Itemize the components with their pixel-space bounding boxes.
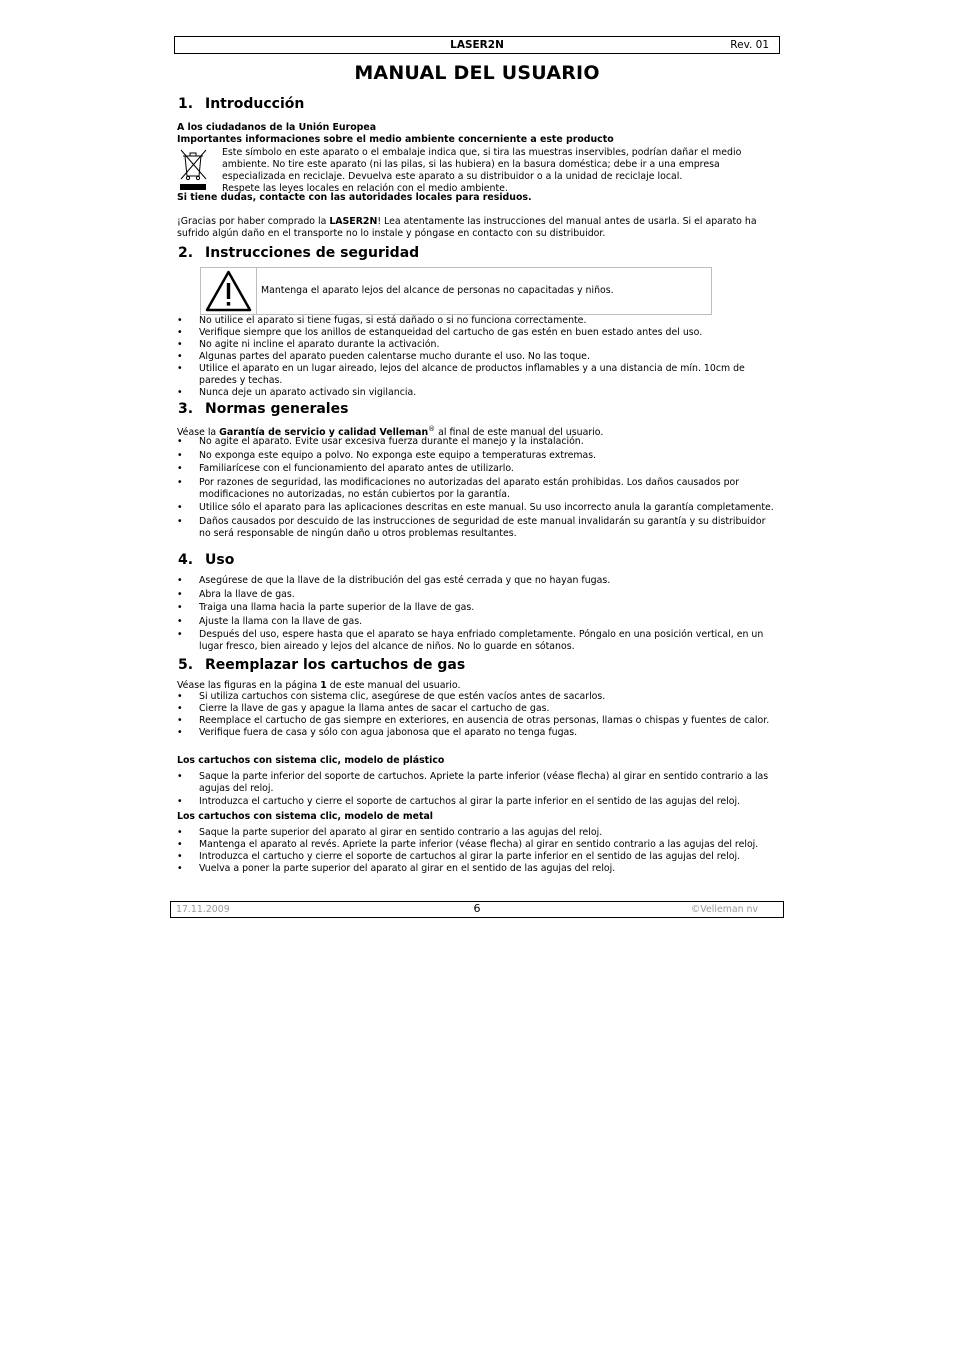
page-number: 6 (473, 902, 481, 915)
list-item: • Reemplace el cartucho de gas siempre en exteriores, en ausencia de otras personas, llamas o chispas y fuentes de calor. (177, 715, 777, 727)
list-item: • Utilice el aparato en un lugar aireado, lejos del alcance de productos inflamables y a una distancia de mín. 10cm de paredes y techas. (177, 363, 777, 387)
general-rules-list (177, 436, 777, 542)
doubts-line: Si tiene dudas, contacte con las autoridades locales para residuos. (177, 192, 532, 203)
weee-bin-icon (178, 147, 208, 191)
section-5-heading: 5. Reemplazar los cartuchos de gas (178, 657, 466, 673)
list-item: • Saque la parte superior del aparato al girar en sentido contrario a las agujas del reloj. (177, 827, 777, 839)
list-item: • Saque la parte inferior del soporte de cartuchos. Apriete la parte inferior (véase flecha) al girar en sentido contrario a las agujas del reloj. (177, 771, 777, 795)
weee-text: Este símbolo en este aparato o el embalaje indica que, si tira las muestras inservibles, podrían dañar el medio ambiente. No tire este aparato (ni las pilas, si las hubiera) en la basura doméstica; debe ir a una empresa especializada en reciclaje. Devuelva este aparato a su distribuidor o a la unidad de reciclaje local. Respete las leyes locales en relación con el medio ambiente. (222, 147, 742, 194)
list-item: • Asegúrese de que la llave de la distribución del gas esté cerrada y que no hayan fugas. (177, 575, 777, 587)
replace-list (177, 691, 777, 739)
section-2-heading: 2. Instrucciones de seguridad (178, 245, 420, 261)
list-item: • No utilice el aparato si tiene fugas, si está dañado o si no funciona correctamente. (177, 315, 777, 327)
page-footer (170, 901, 784, 918)
section-4-heading: 4. Uso (178, 552, 235, 568)
list-item: • Familiarícese con el funcionamiento del aparato antes de utilizarlo. (177, 463, 777, 475)
list-item: • Traiga una llama hacia la parte superior de la llave de gas. (177, 602, 777, 614)
list-item: • Vuelva a poner la parte superior del aparato al girar en el sentido de las agujas del reloj. (177, 863, 777, 875)
warning-text: Mantenga el aparato lejos del alcance de personas no capacitadas y niños. (261, 285, 614, 296)
plastic-list (177, 771, 777, 808)
list-item: • Si utiliza cartuchos con sistema clic, asegúrese de que estén vacíos antes de sacarlos. (177, 691, 777, 703)
list-item: • Cierre la llave de gas y apague la llama antes de sacar el cartucho de gas. (177, 703, 777, 715)
usage-list (177, 575, 777, 655)
list-item: • Algunas partes del aparato pueden calentarse mucho durante el uso. No las toque. (177, 351, 777, 363)
page-title: MANUAL DEL USUARIO (354, 62, 600, 84)
list-item: • Introduzca el cartucho y cierre el soporte de cartuchos al girar la parte inferior en el sentido de las agujas del reloj. (177, 851, 777, 863)
list-item: • Introduzca el cartucho y cierre el soporte de cartuchos al girar la parte inferior en el sentido de las agujas del reloj. (177, 796, 777, 808)
thanks-paragraph: ¡Gracias por haber comprado la LASER2N! Lea atentamente las instrucciones del manual antes de usarla. Si el aparato ha sufrido algún daño en el transporte no lo instale y póngase en contacto con su distribuidor. (177, 216, 757, 239)
list-item: • Ajuste la llama con la llave de gas. (177, 616, 777, 628)
list-item: • Después del uso, espere hasta que el aparato se haya enfriado completamente. Póngalo en una posición vertical, en un lugar fresco, bien aireado y lejos del alcance de niños. No lo guarde en sótanos. (177, 629, 777, 653)
eu-citizens-line: A los ciudadanos de la Unión Europea (177, 122, 377, 133)
list-item: • No agite el aparato. Evite usar excesiva fuerza durante el manejo y la instalación. (177, 436, 777, 448)
list-item: • Utilice sólo el aparato para las aplicaciones descritas en este manual. Su uso incorrecto anula la garantía completamente. (177, 502, 777, 514)
list-item: • Por razones de seguridad, las modificaciones no autorizadas del aparato están prohibidas. Los daños causados por modificaciones no autorizadas, no están cubiertos por la garantía. (177, 477, 777, 501)
list-item: • Verifique fuera de casa y sólo con agua jabonosa que el aparato no tenga fugas. (177, 727, 777, 739)
warning-box (200, 267, 712, 315)
warning-triangle-icon (201, 268, 256, 314)
list-item: • No agite ni incline el aparato durante la activación. (177, 339, 777, 351)
list-item: • No exponga este equipo a polvo. No exponga este equipo a temperaturas extremas. (177, 450, 777, 462)
warranty-intro: Véase la Garantía de servicio y calidad Velleman® al final de este manual del usuario. (177, 425, 604, 439)
plastic-subheading: Los cartuchos con sistema clic, modelo de plástico (177, 755, 445, 766)
list-item: • Nunca deje un aparato activado sin vigilancia. (177, 387, 777, 399)
safety-list (177, 315, 777, 399)
list-item: • Mantenga el aparato al revés. Apriete la parte inferior (véase flecha) al girar en sentido contrario a las agujas del reloj. (177, 839, 777, 851)
list-item: • Daños causados por descuido de las instrucciones de seguridad de este manual invalidarán su garantía y su distribuidor no será responsable de ningún daño u otros problemas resultantes. (177, 516, 777, 540)
footer-date: 17.11.2009 (176, 904, 230, 915)
list-item: • Verifique siempre que los anillos de estanqueidad del cartucho de gas estén en buen estado antes del uso. (177, 327, 777, 339)
eu-info-line: Importantes informaciones sobre el medio ambiente concerniente a este producto (177, 134, 614, 145)
section-1-heading: 1. Introducción (178, 96, 305, 112)
footer-copyright: ©Velleman nv (690, 904, 758, 915)
page-header (174, 36, 780, 54)
header-model: LASER2N (450, 39, 504, 51)
metal-list (177, 827, 777, 875)
section-3-heading: 3. Normas generales (178, 401, 349, 417)
figures-intro: Véase las figuras en la página 1 de este manual del usuario. (177, 680, 461, 691)
header-revision: Rev. 01 (730, 39, 769, 51)
metal-subheading: Los cartuchos con sistema clic, modelo de metal (177, 811, 433, 822)
list-item: • Abra la llave de gas. (177, 589, 777, 601)
